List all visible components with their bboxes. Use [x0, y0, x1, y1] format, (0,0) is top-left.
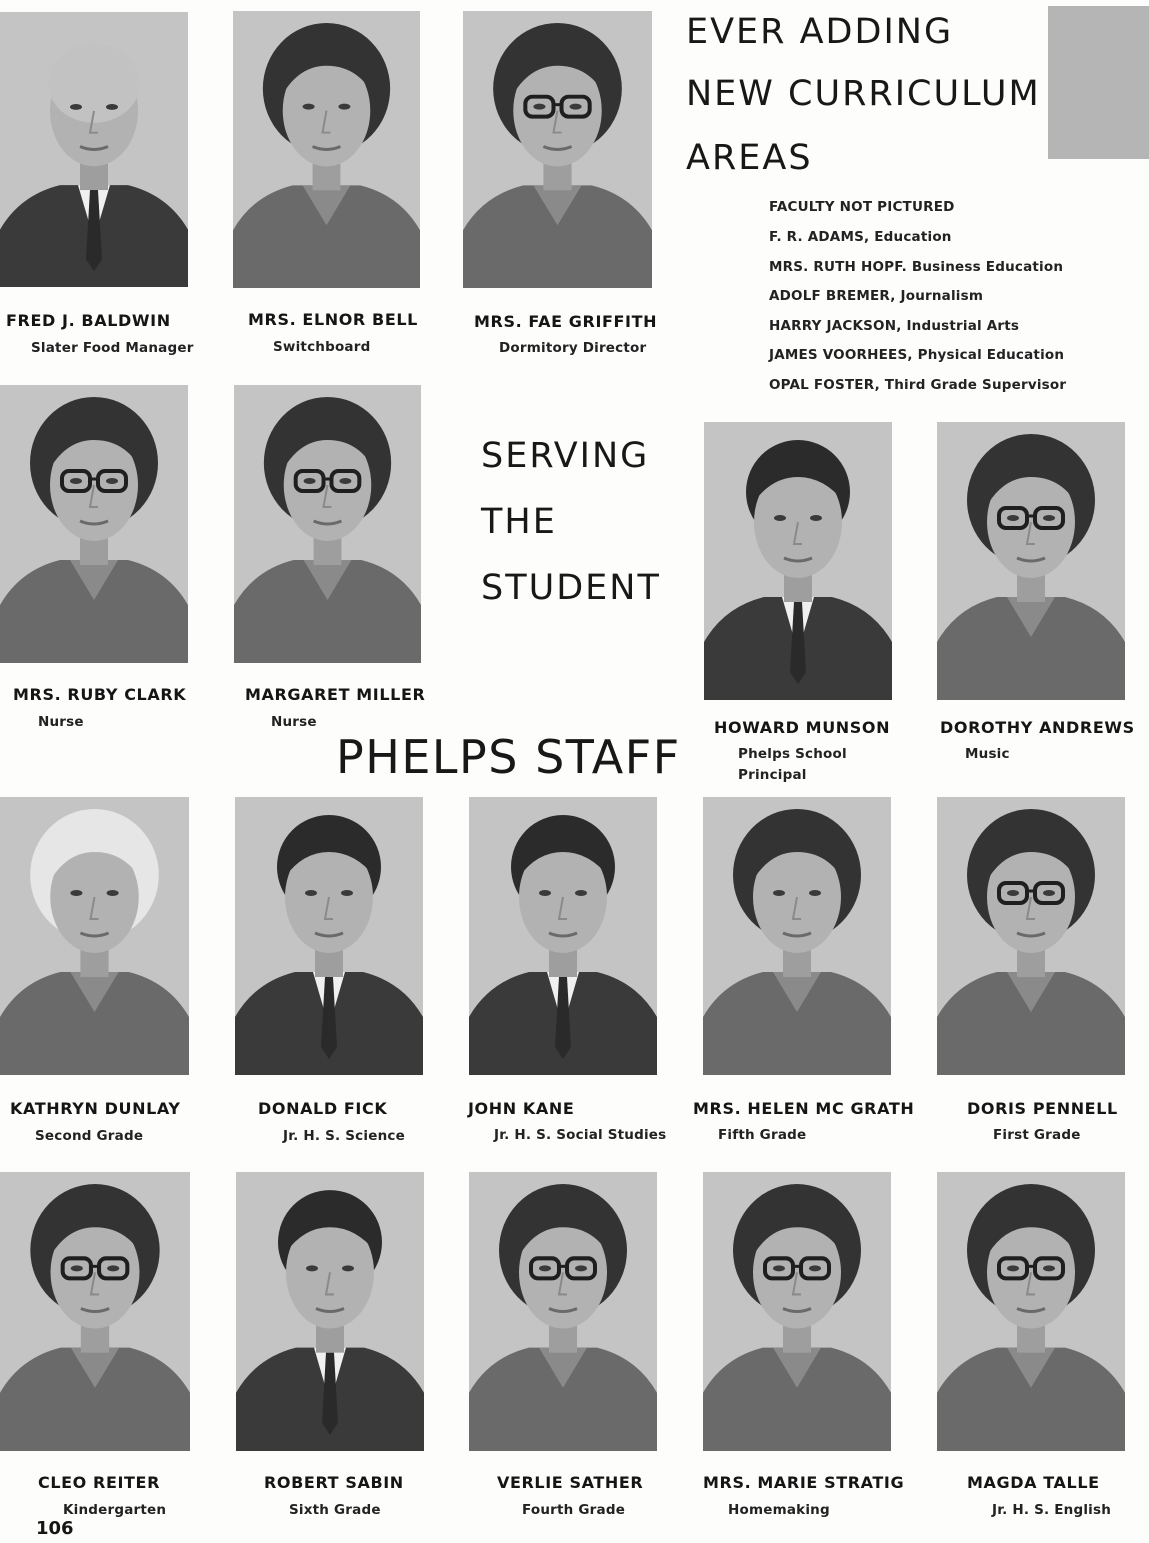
staff-role: Homemaking [728, 1502, 830, 1518]
serving-line-1: SERVING [481, 436, 650, 476]
staff-role: Dormitory Director [499, 340, 647, 356]
portrait-photo [0, 1172, 190, 1451]
staff-name: JOHN KANE [468, 1099, 575, 1118]
portrait-photo [937, 797, 1125, 1075]
staff-name: HOWARD MUNSON [714, 718, 891, 737]
man-portrait [469, 797, 657, 1075]
page-number: 106 [36, 1518, 74, 1539]
not-pictured-entry: F. R. ADAMS, Education [769, 229, 952, 245]
woman-glasses-portrait [703, 1172, 891, 1451]
woman-portrait [703, 797, 891, 1075]
staff-role: Jr. H. S. English [992, 1502, 1112, 1518]
not-pictured-entry: JAMES VOORHEES, Physical Education [769, 347, 1065, 363]
staff-name: FRED J. BALDWIN [6, 311, 171, 330]
portrait-photo [0, 797, 189, 1075]
portrait-photo [235, 797, 423, 1075]
portrait-photo [937, 1172, 1125, 1451]
staff-name: MRS. FAE GRIFFITH [474, 312, 658, 331]
woman-glasses-portrait [0, 385, 188, 663]
staff-name: CLEO REITER [38, 1473, 161, 1492]
staff-role: Nurse [38, 714, 84, 730]
staff-role: Kindergarten [63, 1502, 167, 1518]
staff-name: KATHRYN DUNLAY [10, 1099, 181, 1118]
staff-name: MRS. ELNOR BELL [248, 310, 418, 329]
man-bald-portrait [0, 12, 188, 287]
serving-line-2: THE [481, 502, 557, 542]
portrait-photo [463, 11, 652, 288]
not-pictured-entry: ADOLF BREMER, Journalism [769, 288, 984, 304]
headline-line-3: AREAS [686, 138, 813, 178]
staff-name: VERLIE SATHER [497, 1473, 644, 1492]
woman-glasses-portrait [463, 11, 652, 288]
woman-glasses-portrait [0, 1172, 190, 1451]
staff-role: Music [965, 746, 1010, 762]
portrait-photo [703, 797, 891, 1075]
staff-name: MRS. MARIE STRATIG [703, 1473, 905, 1492]
portrait-photo [703, 1172, 891, 1451]
man-portrait [704, 422, 892, 700]
not-pictured-title: FACULTY NOT PICTURED [769, 199, 955, 215]
portrait-photo [469, 1172, 657, 1451]
woman-glasses-portrait [937, 422, 1125, 700]
portrait-photo [236, 1172, 424, 1451]
staff-role-line-2: Principal [738, 767, 807, 783]
staff-name: MARGARET MILLER [245, 685, 426, 704]
woman-glasses-portrait [234, 385, 421, 663]
staff-role: Nurse [271, 714, 317, 730]
staff-role: Phelps School [738, 746, 847, 762]
staff-role: Jr. H. S. Social Studies [494, 1127, 667, 1143]
staff-role: Second Grade [35, 1128, 144, 1144]
not-pictured-entry: MRS. RUTH HOPF. Business Education [769, 259, 1064, 275]
staff-role: Fourth Grade [522, 1502, 626, 1518]
headline-line-2: NEW CURRICULUM [686, 74, 1041, 114]
not-pictured-entry: HARRY JACKSON, Industrial Arts [769, 318, 1020, 334]
staff-name: ROBERT SABIN [264, 1473, 404, 1492]
staff-name: DONALD FICK [258, 1099, 388, 1118]
woman-white-hair-portrait [0, 797, 189, 1075]
woman-glasses-portrait [937, 797, 1125, 1075]
decorative-gray-box [1048, 6, 1149, 159]
man-portrait [236, 1172, 424, 1451]
staff-name: MAGDA TALLE [967, 1473, 1100, 1492]
staff-role: Switchboard [273, 339, 371, 355]
woman-glasses-portrait [469, 1172, 657, 1451]
portrait-photo [937, 422, 1125, 700]
woman-portrait [233, 11, 420, 288]
staff-role: Jr. H. S. Science [283, 1128, 405, 1144]
serving-line-3: STUDENT [481, 568, 661, 608]
portrait-photo [469, 797, 657, 1075]
staff-name: MRS. RUBY CLARK [13, 685, 187, 704]
section-title: PHELPS STAFF [336, 730, 681, 784]
staff-role: Sixth Grade [289, 1502, 381, 1518]
woman-glasses-portrait [937, 1172, 1125, 1451]
portrait-photo [0, 12, 188, 287]
portrait-photo [0, 385, 188, 663]
staff-name: DOROTHY ANDREWS [940, 718, 1135, 737]
staff-name: MRS. HELEN MC GRATH [693, 1099, 915, 1118]
portrait-photo [233, 11, 420, 288]
headline-line-1: EVER ADDING [686, 12, 954, 52]
portrait-photo [234, 385, 421, 663]
staff-role: Slater Food Manager [31, 340, 194, 356]
staff-role: First Grade [993, 1127, 1081, 1143]
staff-role: Fifth Grade [718, 1127, 807, 1143]
not-pictured-entry: OPAL FOSTER, Third Grade Supervisor [769, 377, 1067, 393]
portrait-photo [704, 422, 892, 700]
staff-name: DORIS PENNELL [967, 1099, 1118, 1118]
man-portrait [235, 797, 423, 1075]
